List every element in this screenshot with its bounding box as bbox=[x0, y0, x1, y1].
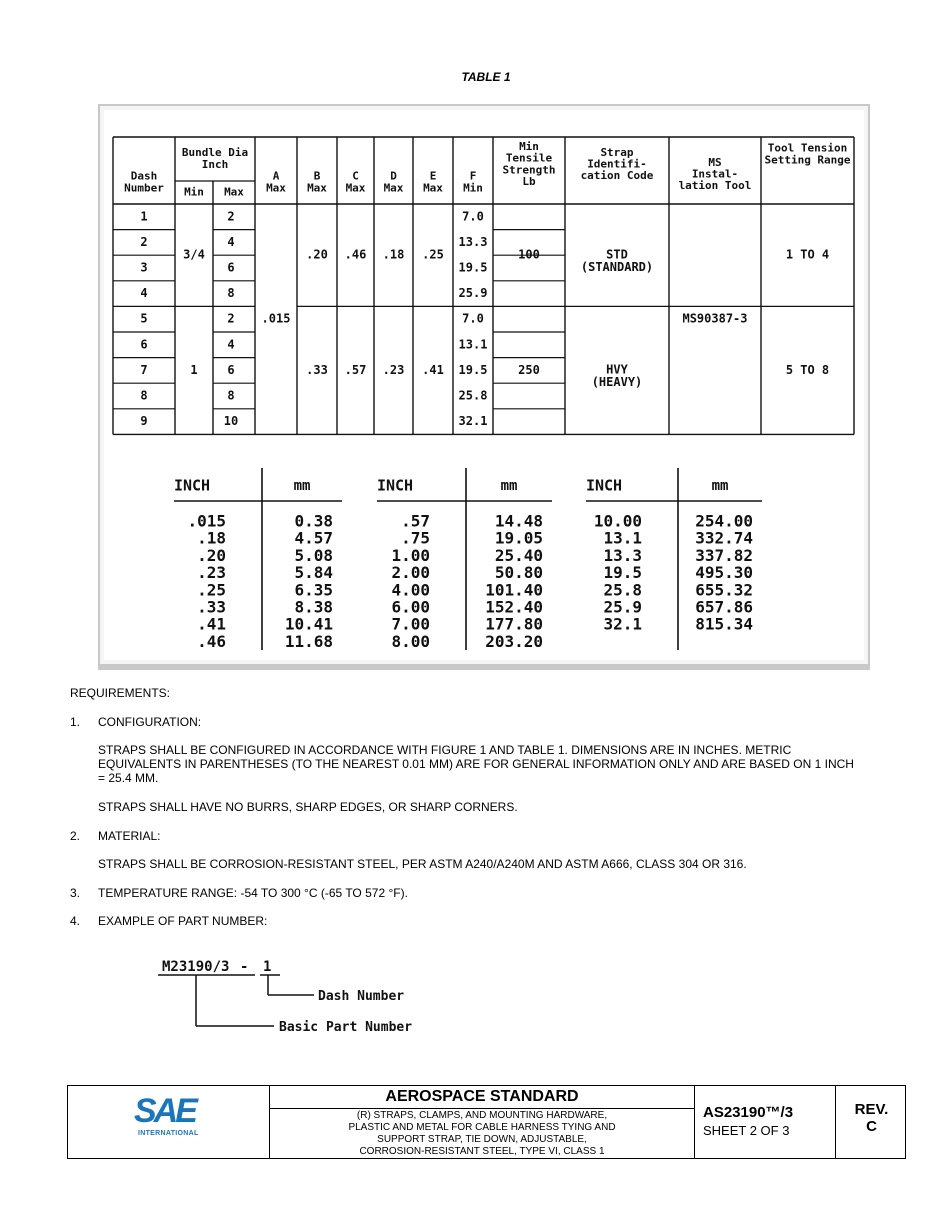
basic-part-number-label: Basic Part Number bbox=[279, 1020, 413, 1035]
conversion-inch-value: 8.00 bbox=[391, 631, 430, 651]
conversion-inch-value: .23 bbox=[197, 563, 226, 583]
item-number: 3. bbox=[70, 886, 81, 900]
conversion-mm-value: 14.48 bbox=[494, 511, 543, 531]
dash-number-label: Dash Number bbox=[318, 989, 405, 1004]
conversion-inch-value: 25.9 bbox=[603, 597, 642, 617]
configuration-paragraph-2: STRAPS SHALL HAVE NO BURRS, SHARP EDGES, OR SHARP CORNERS. bbox=[98, 800, 518, 814]
conversion-mm-value: 8.38 bbox=[294, 597, 333, 617]
header-b-max: Max bbox=[307, 181, 327, 195]
header-a-max: A bbox=[272, 169, 280, 183]
header-d-max: D bbox=[390, 169, 397, 183]
item-title-material: MATERIAL: bbox=[98, 829, 161, 843]
table-figure bbox=[98, 104, 870, 670]
bundle-max-cell: 8 bbox=[227, 388, 235, 403]
conversion-inch-value: 10.00 bbox=[593, 511, 642, 531]
header-c-max: Max bbox=[345, 181, 366, 195]
conversion-mm-value: 655.32 bbox=[695, 580, 753, 600]
header-bundle-max: Max bbox=[224, 185, 244, 199]
conversion-mm-header: mm bbox=[711, 478, 729, 494]
dash-number-cell: 9 bbox=[140, 414, 148, 429]
header-min-tensile: Min bbox=[519, 140, 539, 154]
strap-code-cell: (HEAVY) bbox=[591, 375, 643, 390]
header-f-min: F bbox=[469, 169, 477, 183]
header-ms-tool: MS bbox=[708, 155, 722, 169]
item-number: 1. bbox=[70, 715, 81, 729]
sae-logo-subtext: INTERNATIONAL bbox=[138, 1130, 199, 1137]
bundle-max-cell: 6 bbox=[227, 362, 235, 377]
conversion-inch-value: 6.00 bbox=[391, 597, 430, 617]
dash-number-cell: 6 bbox=[140, 337, 148, 352]
header-strap-code: Identifi- bbox=[587, 157, 647, 171]
conversion-inch-value: 13.3 bbox=[603, 545, 642, 565]
header-min-tensile: Lb bbox=[522, 174, 536, 188]
conversion-mm-value: 25.40 bbox=[494, 545, 543, 565]
doc-number-cell bbox=[695, 1086, 836, 1158]
header-bundle-min: Min bbox=[184, 185, 204, 199]
bundle-max-cell: 2 bbox=[227, 209, 235, 224]
c-max-cell: .57 bbox=[344, 362, 367, 377]
header-bundle-dia: Bundle Dia bbox=[181, 146, 249, 160]
tension-range-cell: 5 TO 8 bbox=[785, 362, 830, 377]
f-min-cell: 13.3 bbox=[458, 234, 488, 249]
rev-value: C bbox=[866, 1118, 877, 1135]
conversion-mm-value: 5.84 bbox=[294, 563, 333, 583]
bundle-max-cell: 4 bbox=[227, 234, 235, 249]
dash-number-cell: 3 bbox=[140, 260, 148, 275]
table-title: TABLE 1 bbox=[461, 70, 511, 84]
conversion-mm-value: 4.57 bbox=[294, 528, 333, 548]
standard-title: AEROSPACE STANDARD bbox=[270, 1086, 694, 1109]
header-tool-tension: Tool Tension bbox=[767, 141, 848, 155]
item-number: 4. bbox=[70, 914, 81, 928]
header-e-max: E bbox=[429, 169, 437, 183]
header-strap-code: cation Code bbox=[580, 169, 654, 183]
d-max-cell: .18 bbox=[382, 247, 405, 262]
f-min-cell: 25.8 bbox=[458, 388, 488, 403]
conversion-inch-header: INCH bbox=[585, 476, 623, 495]
b-max-cell: .20 bbox=[306, 247, 328, 262]
header-strap-code: Strap bbox=[600, 145, 634, 159]
conversion-inch-value: .75 bbox=[401, 528, 430, 548]
conversion-inch-value: 32.1 bbox=[603, 614, 642, 634]
conversion-inch-value: .25 bbox=[197, 580, 226, 600]
conversion-inch-value: 1.00 bbox=[391, 545, 430, 565]
conversion-mm-value: 203.20 bbox=[485, 631, 543, 651]
header-ms-tool: lation Tool bbox=[678, 179, 752, 193]
header-min-tensile: Strength bbox=[502, 163, 556, 177]
standard-description: (R) STRAPS, CLAMPS, AND MOUNTING HARDWARE, PLASTIC AND METAL FOR CABLE HARNESS TYING AND SUPPORT STRAP, TIE DOWN, ADJUSTABLE, CORROSION-RESISTANT STEEL, TYPE VI, CLASS 1 bbox=[348, 1110, 616, 1157]
f-min-cell: 19.5 bbox=[458, 362, 488, 377]
a-max-cell: .015 bbox=[261, 311, 291, 326]
f-min-cell: 7.0 bbox=[462, 209, 484, 224]
b-max-cell: .33 bbox=[306, 362, 328, 377]
dash-number-cell: 7 bbox=[140, 362, 148, 377]
f-min-cell: 25.9 bbox=[458, 286, 488, 301]
conversion-mm-value: 152.40 bbox=[485, 597, 543, 617]
bundle-min-cell: 1 bbox=[190, 362, 198, 377]
table-figure-inner bbox=[104, 110, 864, 660]
conversion-inch-value: 13.1 bbox=[603, 528, 642, 548]
f-min-cell: 7.0 bbox=[462, 311, 484, 326]
dash-number-cell: 4 bbox=[140, 286, 148, 301]
conversion-mm-value: 5.08 bbox=[294, 545, 333, 565]
strap-code-cell: HVY bbox=[606, 362, 628, 377]
part-separator: - bbox=[240, 959, 249, 975]
e-max-cell: .41 bbox=[422, 362, 444, 377]
strap-code-cell: STD bbox=[606, 247, 628, 262]
conversion-inch-value: 4.00 bbox=[391, 580, 430, 600]
conversion-mm-value: 50.80 bbox=[494, 563, 543, 583]
bundle-min-cell: 3/4 bbox=[183, 247, 205, 262]
conversion-inch-value: 7.00 bbox=[391, 614, 430, 634]
conversion-mm-value: 254.00 bbox=[695, 511, 753, 531]
bundle-max-cell: 10 bbox=[223, 414, 239, 429]
tensile-cell: 100 bbox=[518, 247, 540, 262]
f-min-cell: 19.5 bbox=[458, 260, 488, 275]
conversion-inch-value: .18 bbox=[197, 528, 226, 548]
revision-cell bbox=[836, 1086, 907, 1158]
header-ms-tool: Instal- bbox=[691, 167, 739, 181]
ms-tool-cell: MS90387-3 bbox=[682, 311, 748, 326]
header-dash-number: Number bbox=[124, 181, 164, 195]
bundle-max-cell: 6 bbox=[227, 260, 235, 275]
configuration-paragraph: STRAPS SHALL BE CONFIGURED IN ACCORDANCE WITH FIGURE 1 AND TABLE 1. DIMENSIONS ARE IN INCHES. METRIC EQUIVALENTS IN PARENTHESES (TO THE NEAREST 0.01 MM) ARE FOR GENERAL INFORMATION ONLY AND ARE BASED ON 1 INCH = 25.4 MM. bbox=[98, 743, 854, 785]
dash-number-cell: 2 bbox=[140, 234, 148, 249]
conversion-mm-value: 495.30 bbox=[695, 563, 753, 583]
conversion-inch-value: 25.8 bbox=[603, 580, 642, 600]
tension-range-cell: 1 TO 4 bbox=[785, 247, 830, 262]
dash-number-cell: 1 bbox=[140, 209, 148, 224]
conversion-mm-header: mm bbox=[293, 478, 311, 494]
logo-cell bbox=[68, 1086, 270, 1158]
header-min-tensile: Tensile bbox=[505, 151, 553, 165]
part-dash: 1 bbox=[263, 959, 272, 975]
conversion-mm-value: 101.40 bbox=[485, 580, 543, 600]
header-b-max: B bbox=[313, 169, 321, 183]
conversion-inch-value: .46 bbox=[197, 631, 226, 651]
f-min-cell: 32.1 bbox=[458, 414, 488, 429]
conversion-mm-value: 177.80 bbox=[485, 614, 543, 634]
header-a-max: Max bbox=[266, 181, 286, 195]
sheet-number: SHEET 2 OF 3 bbox=[703, 1123, 790, 1138]
header-c-max: C bbox=[352, 169, 359, 183]
conversion-mm-value: 0.38 bbox=[294, 511, 333, 531]
conversion-mm-value: 10.41 bbox=[284, 614, 333, 634]
header-dash-number: Dash bbox=[130, 169, 158, 183]
description-cell bbox=[270, 1086, 695, 1158]
title-block bbox=[67, 1085, 906, 1159]
header-tool-tension: Setting Range bbox=[764, 153, 851, 167]
dash-number-cell: 8 bbox=[140, 388, 148, 403]
conversion-mm-value: 6.35 bbox=[294, 580, 333, 600]
item-title-part-number: EXAMPLE OF PART NUMBER: bbox=[98, 914, 268, 928]
bundle-max-cell: 8 bbox=[227, 286, 235, 301]
item-title-temperature: TEMPERATURE RANGE: -54 TO 300 °C (-65 TO 572 °F). bbox=[98, 886, 408, 900]
e-max-cell: .25 bbox=[422, 247, 444, 262]
header-d-max: Max bbox=[383, 181, 404, 195]
conversion-inch-value: 19.5 bbox=[603, 563, 642, 583]
dash-number-cell: 5 bbox=[140, 311, 148, 326]
header-f-min: Min bbox=[463, 181, 483, 195]
requirements-heading: REQUIREMENTS: bbox=[70, 686, 171, 700]
item-title-configuration: CONFIGURATION: bbox=[98, 715, 202, 729]
conversion-inch-value: .41 bbox=[197, 614, 226, 634]
rev-label: REV. bbox=[854, 1101, 889, 1118]
conversion-inch-value: .015 bbox=[187, 511, 226, 531]
header-bundle-dia: Inch bbox=[201, 157, 229, 171]
d-max-cell: .23 bbox=[382, 362, 405, 377]
conversion-inch-value: .57 bbox=[401, 511, 430, 531]
conversion-mm-value: 19.05 bbox=[494, 528, 543, 548]
item-number: 2. bbox=[70, 829, 81, 843]
part-base: M23190/3 bbox=[162, 959, 230, 975]
tensile-cell: 250 bbox=[518, 362, 540, 377]
conversion-mm-header: mm bbox=[500, 478, 518, 494]
header-e-max: Max bbox=[423, 181, 443, 195]
conversion-mm-value: 332.74 bbox=[695, 528, 753, 548]
bundle-max-cell: 2 bbox=[227, 311, 235, 326]
doc-number: AS23190™/3 bbox=[703, 1104, 794, 1121]
conversion-mm-value: 815.34 bbox=[695, 614, 753, 634]
conversion-inch-value: .20 bbox=[197, 545, 226, 565]
strap-code-cell: (STANDARD) bbox=[580, 260, 654, 274]
table-figure-svg bbox=[104, 110, 864, 664]
part-number-diagram bbox=[150, 950, 450, 1045]
conversion-inch-value: .33 bbox=[197, 597, 226, 617]
conversion-mm-value: 337.82 bbox=[695, 545, 753, 565]
c-max-cell: .46 bbox=[344, 247, 367, 262]
conversion-mm-value: 11.68 bbox=[284, 631, 333, 651]
material-paragraph: STRAPS SHALL BE CORROSION-RESISTANT STEEL, PER ASTM A240/A240M AND ASTM A666, CLASS 304 OR 316. bbox=[98, 857, 747, 871]
conversion-inch-value: 2.00 bbox=[391, 563, 430, 583]
sae-logo: SAE bbox=[134, 1092, 195, 1130]
conversion-inch-header: INCH bbox=[376, 476, 414, 495]
conversion-inch-header: INCH bbox=[173, 476, 211, 495]
conversion-mm-value: 657.86 bbox=[695, 597, 753, 617]
f-min-cell: 13.1 bbox=[458, 337, 488, 352]
bundle-max-cell: 4 bbox=[227, 337, 235, 352]
